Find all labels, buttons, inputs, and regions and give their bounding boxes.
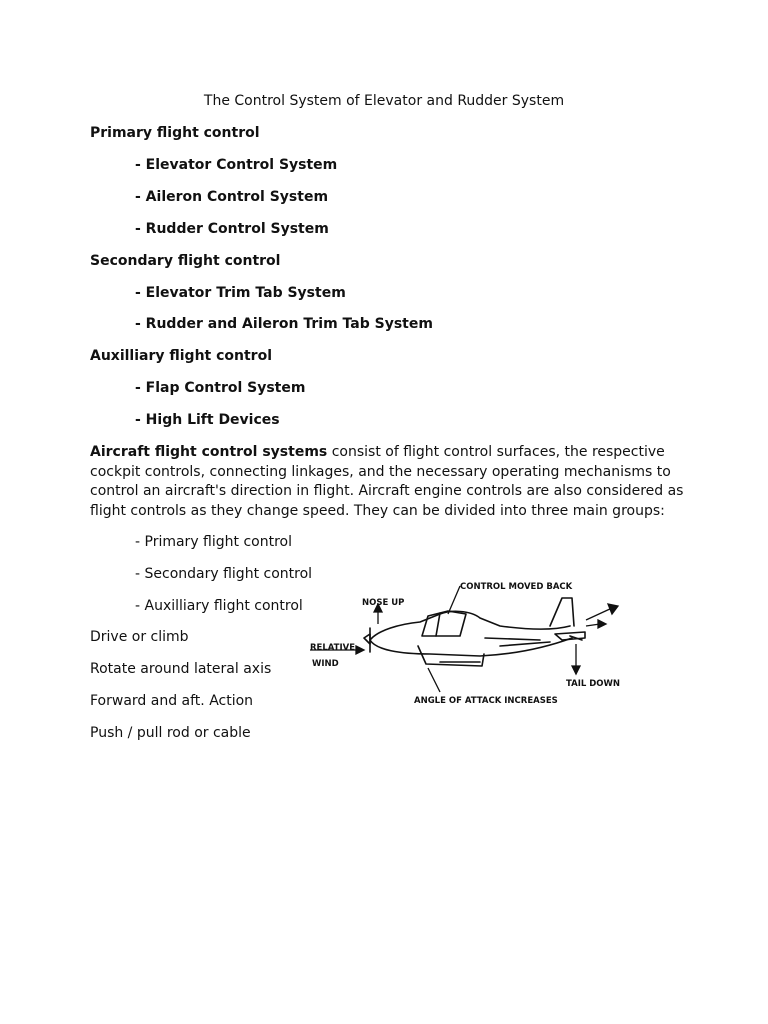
secondary-item: - Rudder and Aileron Trim Tab System	[135, 316, 433, 332]
group-item: - Primary flight control	[135, 534, 292, 550]
description-paragraph	[90, 443, 690, 521]
secondary-item: - Elevator Trim Tab System	[135, 285, 346, 301]
note-line: Drive or climb	[90, 629, 189, 645]
note-line: Forward and aft. Action	[90, 693, 254, 709]
paragraph-lead: Aircraft flight control systems	[90, 444, 328, 460]
canopy-shape	[422, 611, 466, 636]
control-moved-back-label: CONTROL MOVED BACK	[460, 582, 573, 592]
tail-force-arrow-line	[586, 608, 612, 620]
document-title: The Control System of Elevator and Rudder System	[203, 93, 565, 109]
tail-force-arrowhead	[608, 604, 618, 614]
fuselage-bottom-line	[370, 638, 572, 656]
auxiliary-item: - Flap Control System	[135, 380, 306, 396]
tail-down-label: TAIL DOWN	[566, 679, 621, 689]
tail-down-arrowhead	[572, 666, 580, 674]
angle-pointer-line	[428, 668, 440, 692]
spinner-shape	[364, 634, 370, 644]
fuselage-top-line	[370, 611, 570, 640]
auxiliary-heading: Auxilliary flight control	[90, 348, 273, 364]
control-pointer-line	[448, 586, 460, 614]
vertical-fin-shape	[550, 598, 574, 626]
auxiliary-item: - High Lift Devices	[135, 412, 280, 428]
group-item: - Secondary flight control	[135, 566, 313, 582]
note-line: Push / pull rod or cable	[90, 725, 251, 741]
note-line: Rotate around lateral axis	[90, 661, 272, 677]
tail-force-arrowhead	[598, 620, 606, 628]
relative-label: RELATIVE	[310, 643, 356, 653]
primary-item: - Aileron Control System	[135, 189, 329, 205]
canopy-frame-line	[436, 613, 440, 636]
relative-wind-arrowhead	[356, 646, 364, 654]
primary-heading: Primary flight control	[90, 125, 260, 141]
wind-label: WIND	[312, 659, 339, 669]
paragraph-body: consist of flight control surfaces, the respective cockpit controls, connecting linkages, and the necessary operating mechanisms to control an aircraft's direction in flight. Aircraft engine controls are also considered as flight controls as they change speed. They can be divided into three main groups:	[90, 444, 684, 519]
airplane-diagram	[300, 574, 630, 714]
angle-of-attack-label: ANGLE OF ATTACK INCREASES	[414, 696, 558, 706]
fuselage-detail-line	[485, 638, 540, 640]
nose-up-label: NOSE UP	[362, 598, 405, 608]
fuselage-detail-line	[500, 642, 550, 646]
primary-item: - Rudder Control System	[135, 221, 329, 237]
group-item: - Auxilliary flight control	[135, 598, 303, 614]
primary-item: - Elevator Control System	[135, 157, 338, 173]
secondary-heading: Secondary flight control	[90, 253, 281, 269]
